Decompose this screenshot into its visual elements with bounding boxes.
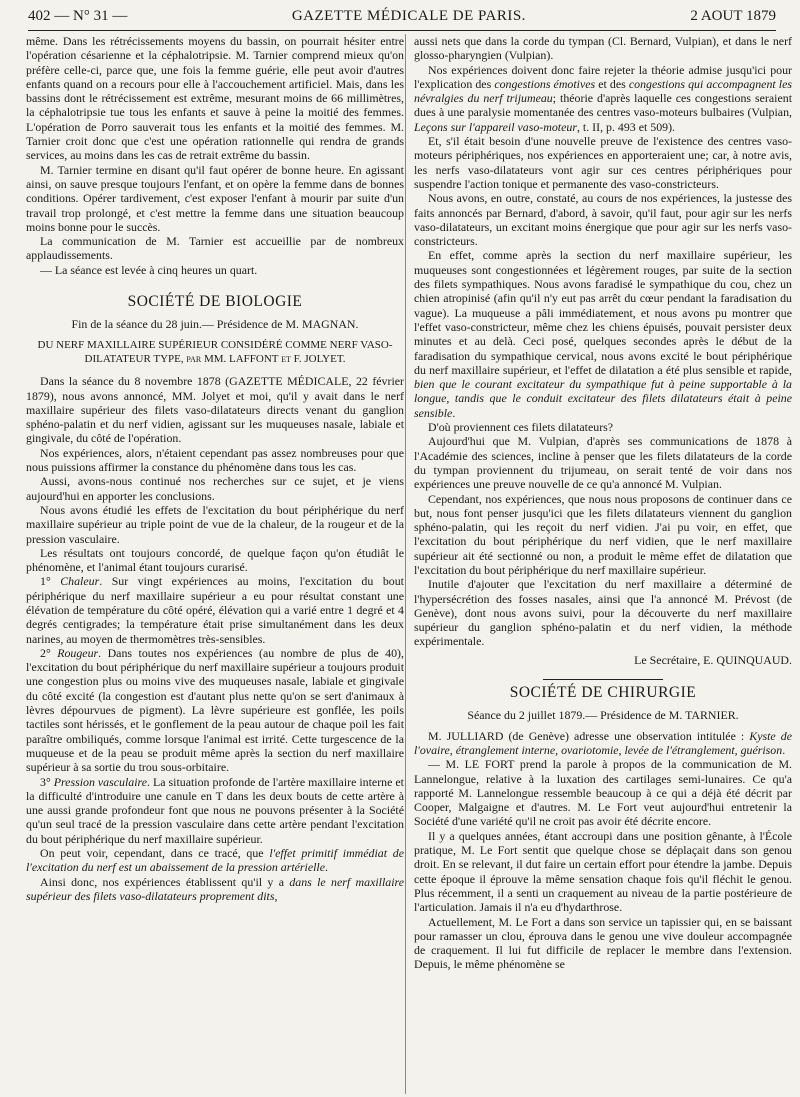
paragraph: Cependant, nos expériences, que nous nous proposons de continuer dans ce but, nous font penser jusqu'ici que les filets dilatateurs viennent du ganglion sphéno-palatin, qui les reçoit du nerf vidien. J'ai pu voir, en effet, que l'excitation du bout périphérique du nerf vidien, que le nerf maxillaire supérieur ait été sectionné ou non, a produit le même effet de dilatation que l'excitation du bout périphérique du nerf maxillaire supérieur. (414, 491, 792, 577)
paragraph: — La séance est levée à cinq heures un quart. (40, 262, 258, 277)
running-header (28, 8, 776, 31)
paragraph: Aujourd'hui que M. Vulpian, d'après ses communications de 1878 à l'Académie des sciences, incline à penser que les filets dilatateurs de la corde du tympan proviennent du trijumeau, on serait tenté de voir dans nos expériences une preuve nouvelle de ce qu'a annoncé M. Vulpian. (414, 434, 792, 492)
journal-title: GAZETTE MÉDICALE DE PARIS. (291, 8, 526, 24)
paragraph: En effet, comme après la section du nerf maxillaire supérieur, les muqueuses sont congestionnées et légèrement rouges, par suite de la section des filets sympathiques. Nous avons faradisé le sympathique du cou, chez un chien atropinisé (afin qu'il n'y eut pas arrêt du cœur pendant la faradisation du vague). La muqueuse a pâli immédiatement, et nous avons pu montrer que l'effet vaso-constricteur, même chez les chiens épuisés, pouvait persister deux minutes et au delà. Ceci posé, quelques secondes après le début de la faradisation du sympathique cervical, nous avons excité le bout périphérique du nerf maxillaire supérieur, et l'effet de dilatation a été plus sensible et rapide, bien que le courant excitateur du sympathique fut à peine supportable à la longue, tandis que le conduit excitateur des filets dilatateurs était à peine sensible. (414, 248, 792, 420)
paragraph: La communication de M. Tarnier est accueillie par de nombreux applaudissements. (26, 234, 404, 263)
paragraph: — M. LE FORT prend la parole à propos de la communication de M. Lannelongue, relative à la luxation des cartilages semi-lunaires. Ce qu'a rapporté M. Lannelongue ressemble beaucoup à ce qui a déjà été décrit par Cooper, Malgaigne et d'autres. M. Le Fort veut aujourd'hui entretenir la Société d'une variété qu'il ne croit pas avoir été décrite encore. (414, 757, 792, 829)
paragraph: Ainsi donc, nos expériences établissent qu'il y a dans le nerf maxillaire supérieur des filets vaso-dilatateurs proprement dits, (26, 874, 404, 903)
paragraph: On peut voir, cependant, dans ce tracé, que l'effet primitif immédiat de l'excitation du nerf est un abaissement de la pression artérielle. (26, 846, 404, 875)
column-divider (405, 34, 406, 1094)
paragraph: Nous avons étudié les effets de l'excitation du bout périphérique du nerf maxillaire supérieur au triple point de vue de la chaleur, de la rougeur et de la pression vasculaire. (26, 502, 404, 546)
section-heading: SOCIÉTÉ DE BIOLOGIE (127, 293, 303, 311)
session-line: Fin de la séance du 28 juin.— Présidence de M. MAGNAN. (71, 317, 359, 332)
paragraph: Il y a quelques années, étant accroupi dans une position gênante, à l'École pratique, M. Le Fort sentit que quelque chose se déplaçait dans son genou droit. En se relevant, il dut faire un certain effort pour étendre la jambe. Depuis cette époque il éprouve la même sensation chaque fois qu'il fléchit le genou. Plus récemment, il a senti un craquement au niveau de la partie postérieure de l'articulation. Jamais il n'a eu d'hydarthrose. (414, 828, 792, 915)
session-line: Séance du 2 juillet 1879.— Présidence de M. TARNIER. (467, 708, 739, 723)
section-heading: SOCIÉTÉ DE CHIRURGIE (509, 684, 697, 702)
issue-date: 2 AOUT 1879 (690, 8, 776, 24)
paragraph: Nos expériences, alors, n'étaient cependant pas assez nombreuses pour que nous puissions affirmer la constance du phénomène dans tous les cas. (26, 445, 404, 475)
signature-line: Le Secrétaire, E. QUINQUAUD. (634, 652, 792, 667)
paragraph: M. JULLIARD (de Genève) adresse une observation intitulée : Kyste de l'ovaire, étranglement interne, ovariotomie, levée de l'étranglement, guérison. (414, 728, 792, 757)
article-title: DU NERF MAXILLAIRE SUPÉRIEUR CONSIDÉRÉ COMME NERF VASO-DILATATEUR TYPE, par MM. LAFFONT et F. JOLYET. (37, 338, 393, 365)
section-rule (543, 679, 663, 680)
paragraph: Nous avons, en outre, constaté, au cours de nos expériences, la justesse des faits annoncés par Bernard, d'abord, à savoir, qu'il faut, pour agir sur les nerfs vaso-dilatateurs, un excitant moins énergique que pour agir sur les nerfs vaso-constricteurs. (414, 191, 792, 249)
paragraph: Aussi, avons-nous continué nos recherches sur ce sujet, et je viens aujourd'hui en apporter les conclusions. (26, 474, 404, 503)
paragraph: M. Tarnier termine en disant qu'il faut opérer de bonne heure. En agissant ainsi, on sauve presque toujours l'enfant, et on opère la femme dans de bonnes conditions. Opérer tardivement, c'est exposer l'enfant à mourir par suite d'un travail trop prolongé, et c'est mettre la femme dans une situation beaucoup moins bonne pour le succès. (26, 162, 404, 234)
left-column (26, 34, 404, 903)
paragraph: 1° Chaleur. Sur vingt expériences au moins, l'excitation du bout périphérique du nerf maxillaire supérieur a eu pour résultat constant une élévation de température du côté opéré, élévation qui a varié entre 1 degré et 4 degrés centigrades; la température était prise simultanément dans les deux narines, au moyen de thermomètres très-sensibles. (26, 574, 404, 646)
paragraph: Nos expériences doivent donc faire rejeter la théorie admise jusqu'ici pour l'explication des congestions émotives et des congestions qui accompagnent les névralgies du nerf trijumeau; théorie d'après laquelle ces congestions seraient dues à une paralysie momentanée des centres vaso-moteurs bulbaires (Vulpian, Leçons sur l'appareil vaso-moteur, t. II, p. 493 et 509). (414, 62, 793, 134)
paragraph: 2° Rougeur. Dans toutes nos expériences (au nombre de plus de 40), l'excitation du bout périphérique du nerf maxillaire supérieur a toujours produit une congestion plus ou moins vive des muqueuses nasale, labiale et gingivale du côté excité (la congestion est d'autant plus nette qu'on se sert d'animaux à lèvres dépourvues de pigment). La lèvre supérieure est gonflée, les poils tactiles sont hérissés, et le gonflement de la peau autour de chaque poil les fait paraître ombiliqués, comme lorsque l'animal est irrité. Cette turgescence de la muqueuse et de la peau se produit même après la section du nerf maxillaire supérieur à sa sortie du trou sous-orbitaire. (26, 645, 404, 775)
paragraph: Les résultats ont toujours concordé, de quelque façon qu'on étudiât le phénomène, et l'animal étant toujours curarisé. (26, 545, 404, 575)
paragraph: Inutile d'ajouter que l'excitation du nerf maxillaire a déterminé de l'hypersécrétion des fosses nasales, ainsi que l'a annoncé M. Prévost (de Genève), dont nous avons suivi, pour la découverte du nerf maxillaire supérieur du ganglion sphéno-palatin et du nerf vidien, la méthode expérimentale. (414, 577, 792, 649)
page-number: 402 — N° 31 — (28, 8, 128, 24)
right-column (414, 34, 792, 972)
paragraph: D'où proviennent ces filets dilatateurs? (428, 420, 614, 435)
paragraph: Et, s'il était besoin d'une nouvelle preuve de l'existence des centres vaso-moteurs périphériques, nos expériences en apporteraient une; car, à notre avis, les nerfs vaso-dilatateurs vont agir sur ces centres périphériques pour suspendre l'action tonique et permanente des vaso-constricteurs. (414, 134, 792, 191)
paragraph: même. Dans les rétrécissements moyens du bassin, on pourrait hésiter entre l'opération césarienne et la céphalotripsie. M. Tarnier comprend mieux qu'on préfère celle-ci, parce que, une fois la femme guérie, elle peut avoir d'autres enfants quand on a recours pour elle à l'accouchement artificiel. Mais, dans les bassins dont le rétrécissement est extrême, mesurant moins de 66 millimètres, la céphalotripsie tue tous les enfants et sauve à peine la moitié des femmes. L'opération de Porro sauverait tous les enfants et la moitié des femmes. M. Tarnier croit donc que c'est une opération rationnelle qui rendra de grands services, au moins dans les cas de retrait extrême du bassin. (26, 34, 404, 163)
paragraph: aussi nets que dans la corde du tympan (Cl. Bernard, Vulpian), et dans le nerf glosso-pharyngien (Vulpian). (414, 34, 792, 63)
paragraph: Actuellement, M. Le Fort a dans son service un tapissier qui, en se baissant pour ramasser un clou, éprouva dans le genou une vive douleur accompagnée de craquement. Il lui fut difficile de replacer le membre dans l'extension. Depuis, le même phénomène se (414, 914, 792, 972)
paragraph: 3° Pression vasculaire. La situation profonde de l'artère maxillaire interne et la difficulté d'introduire une canule en T dans les deux bouts de cette artère à une aussi grande profondeur font que nous ne pouvons présenter à la Société qu'un seul tracé de la pression vasculaire dans cette artère pendant l'excitation du bout périphérique du nerf maxillaire supérieur. (26, 774, 404, 846)
paragraph: Dans la séance du 8 novembre 1878 (GAZETTE MÉDICALE, 22 février 1879), nous avons annoncé, MM. Jolyet et moi, qu'il y avait dans le nerf maxillaire supérieur des filets vaso-dilatateurs directs venant du ganglion sphéno-palatin et du nerf vidien, agissant sur les muqueuses nasale, labiale et gingivale, du côté de l'opération. (26, 374, 404, 446)
